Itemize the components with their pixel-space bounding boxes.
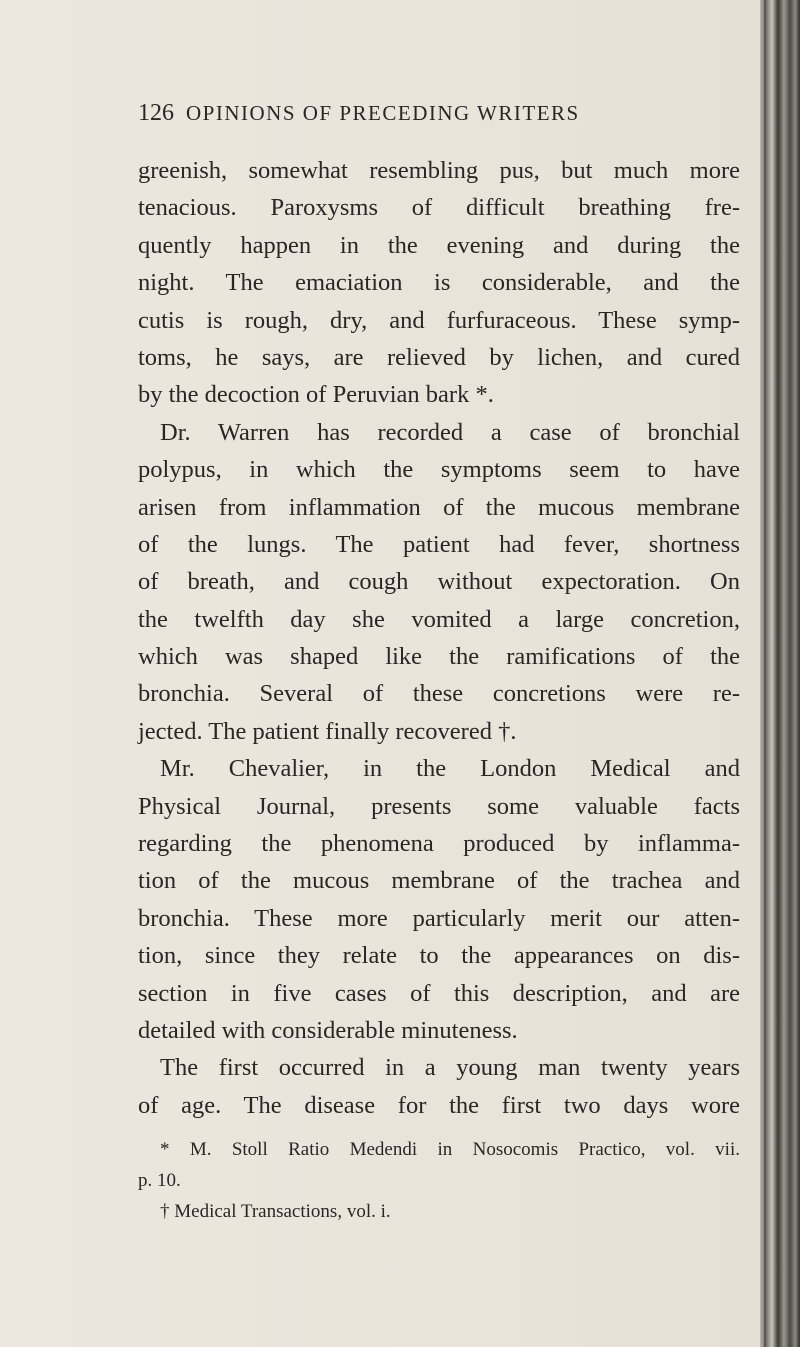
- footnote: p. 10.: [138, 1170, 181, 1191]
- text-line: polypus, in which the symptoms seem to have: [138, 456, 740, 484]
- text-line: cutis is rough, dry, and furfuraceous. These symp-: [138, 306, 740, 334]
- text-line: regarding the phenomena produced by inflamma-: [138, 830, 740, 858]
- text-line: greenish, somewhat resembling pus, but much more: [138, 157, 740, 184]
- footnotes: [138, 1134, 740, 1227]
- text-line: which was shaped like the ramifications of the: [138, 643, 740, 671]
- text-line: Dr. Warren has recorded a case of bronchial: [160, 418, 740, 446]
- text-line: section in five cases of this description, and are: [138, 979, 740, 1007]
- text-line: of age. The disease for the first two days wore: [138, 1091, 740, 1119]
- running-title: OPINIONS OF PRECEDING WRITERS: [186, 101, 580, 125]
- text-line: by the decoction of Peruvian bark *.: [138, 381, 494, 409]
- footnote: * M. Stoll Ratio Medendi in Nosocomis Practico, vol. vii.: [160, 1139, 740, 1160]
- text-line: of breath, and cough without expectoration. On: [138, 568, 740, 596]
- page-number: 126: [138, 100, 174, 126]
- text-line: of the lungs. The patient had fever, shortness: [138, 530, 740, 558]
- page-edge-line: [764, 0, 766, 1347]
- body-text: [138, 152, 740, 1124]
- text-line: jected. The patient finally recovered †.: [138, 717, 517, 745]
- text-line: bronchia. Several of these concretions were re-: [138, 680, 740, 708]
- text-line: night. The emaciation is considerable, and the: [138, 269, 740, 297]
- text-line: Physical Journal, presents some valuable facts: [138, 792, 740, 820]
- text-line: tion of the mucous membrane of the trachea and: [138, 867, 740, 895]
- text-line: toms, he says, are relieved by lichen, and cured: [138, 343, 740, 371]
- text-line: The first occurred in a young man twenty years: [160, 1054, 740, 1082]
- book-edge: [760, 0, 800, 1347]
- text-line: bronchia. These more particularly merit our atten-: [138, 904, 740, 932]
- text-line: the twelfth day she vomited a large concretion,: [138, 605, 740, 633]
- text-line: detailed with considerable minuteness.: [138, 1016, 518, 1044]
- footnote: † Medical Transactions, vol. i.: [160, 1201, 391, 1222]
- text-line: tion, since they relate to the appearances on dis-: [138, 942, 740, 970]
- text-line: Mr. Chevalier, in the London Medical and: [160, 755, 740, 783]
- text-line: arisen from inflammation of the mucous membrane: [138, 493, 740, 521]
- text-line: quently happen in the evening and during the: [138, 231, 740, 259]
- running-head: [138, 100, 738, 136]
- text-line: tenacious. Paroxysms of difficult breathing fre-: [138, 194, 740, 222]
